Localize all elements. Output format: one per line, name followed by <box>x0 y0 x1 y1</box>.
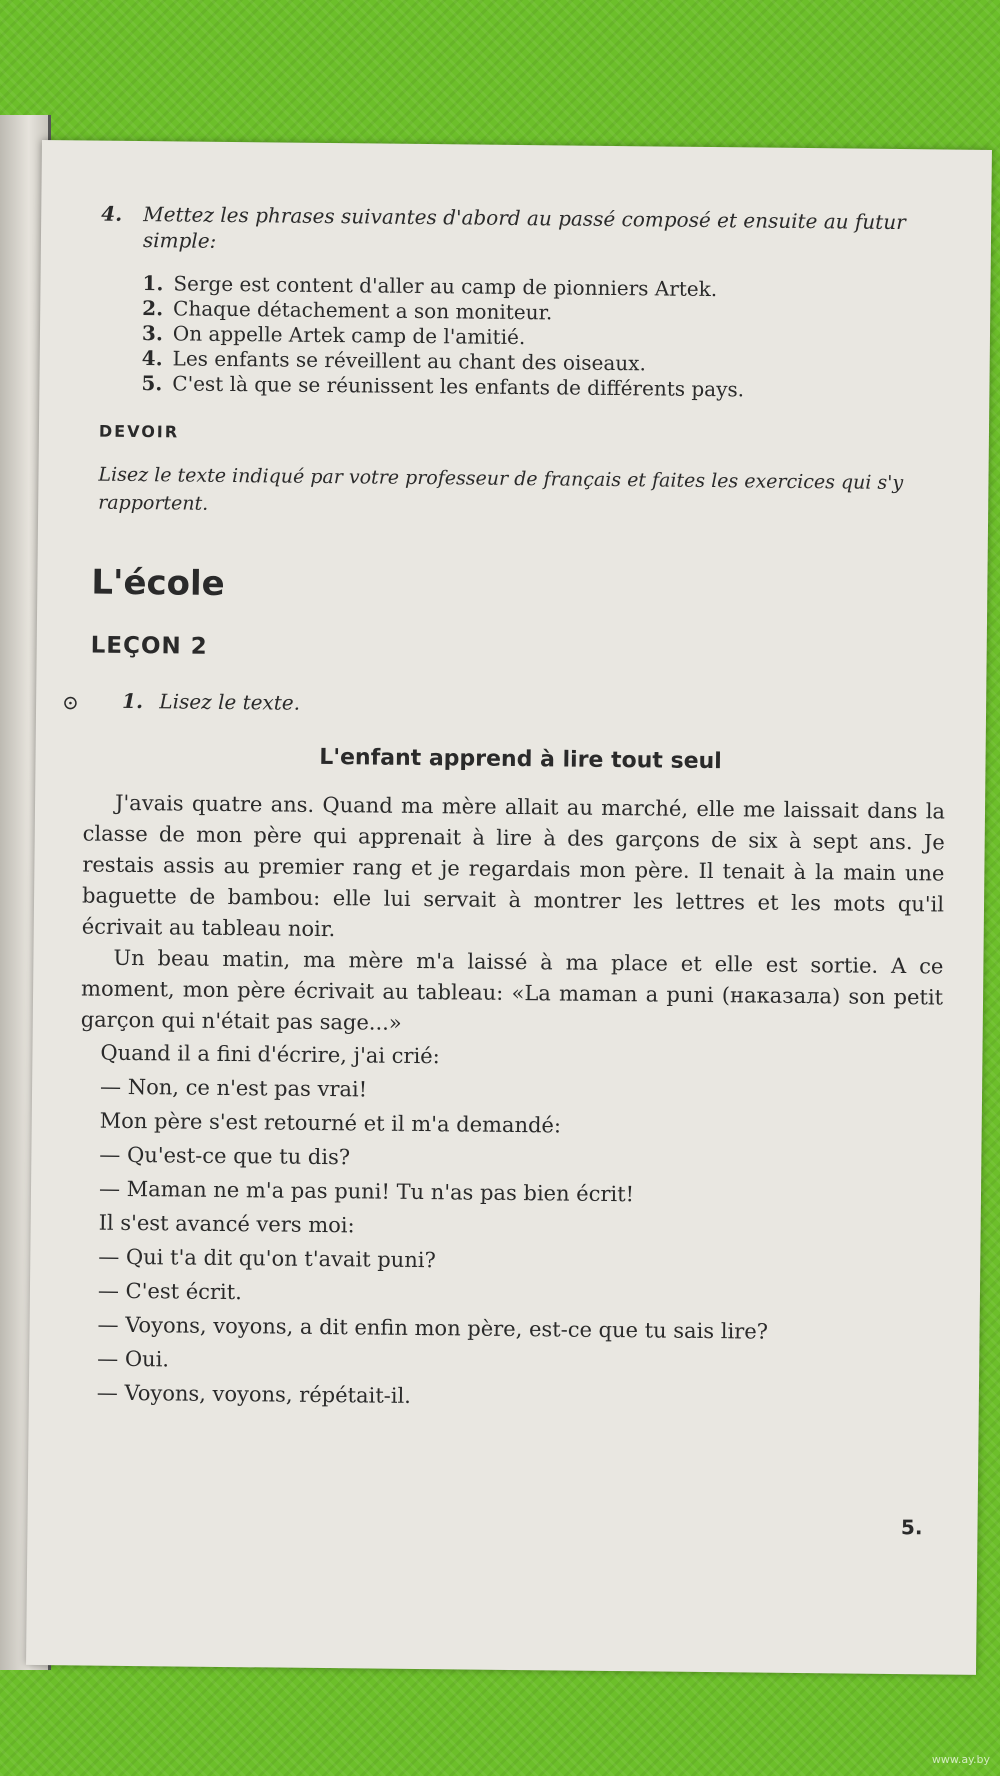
exercise-1-text: Lisez le texte. <box>159 689 301 715</box>
exercise-1-number: 1. <box>122 688 144 714</box>
dialogue-line: — Non, ce n'est pas vrai! <box>99 1074 368 1102</box>
story-dialogue <box>77 1035 943 1418</box>
exercise-4-number: 4. <box>101 201 123 226</box>
exercise-4-list <box>141 271 950 404</box>
exercise-4-instruction <box>101 201 951 262</box>
dialogue-line: — Voyons, voyons, a dit enfin mon père, est-ce que tu sais lire? <box>97 1312 769 1344</box>
list-item-text: Chaque détachement a son moniteur. <box>173 296 553 325</box>
exercise-1-instruction <box>61 688 946 722</box>
page-number: 5. <box>900 1515 923 1540</box>
book-page <box>26 140 992 1675</box>
dialogue-line: Mon père s'est retourné et il m'a demandé: <box>99 1108 562 1138</box>
story-paragraph-2: Un beau matin, ma mère m'a laissé à ma place et elle est sortie. A ce moment, mon père écrivait au tableau: «La maman a puni (наказала) son petit garçon qui n'était pas sage...» <box>80 945 944 1035</box>
dialogue-line: Quand il a fini d'écrire, j'ai crié: <box>100 1040 440 1069</box>
audio-disc-icon: ⊙ <box>61 690 80 715</box>
exercise-4-text: Mettez les phrases suivantes d'abord au passé composé et ensuite au futur simple: <box>142 202 906 253</box>
list-item-number: 5. <box>141 371 163 396</box>
dialogue-line: — C'est écrit. <box>97 1278 242 1305</box>
story-title: L'enfant apprend à lire tout seul <box>319 744 722 775</box>
list-item-text: On appelle Artek camp de l'amitié. <box>172 321 526 350</box>
watermark: www.ay.by <box>931 1753 990 1766</box>
list-item-text: C'est là que se réunissent les enfants de différents pays. <box>172 371 745 402</box>
list-item-number: 2. <box>142 296 164 321</box>
lesson-title: LEÇON 2 <box>90 632 208 660</box>
list-item-number: 3. <box>141 321 163 346</box>
page-content <box>61 201 952 1419</box>
list-item-text: Serge est content d'aller au camp de pionniers Artek. <box>173 271 718 302</box>
list-item-text: Les enfants se réveillent au chant des oiseaux. <box>172 346 647 376</box>
dialogue-line: Il s'est avancé vers moi: <box>98 1210 355 1238</box>
dialogue-line: — Qui t'a dit qu'on t'avait puni? <box>98 1244 436 1273</box>
list-item-number: 1. <box>142 271 164 296</box>
devoir-text: Lisez le texte indiqué par votre professeur de français et faites les exercices qui s'y rapportent. <box>98 463 904 515</box>
dialogue-line: — Maman ne m'a pas puni! Tu n'as pas bien écrit! <box>98 1176 635 1207</box>
dialogue-line: — Oui. <box>97 1346 170 1372</box>
dialogue-line: — Qu'est-ce que tu dis? <box>99 1142 351 1170</box>
devoir-heading: DEVOIR <box>98 421 180 442</box>
chapter-title: L'école <box>91 562 225 604</box>
dialogue-line: — Voyons, voyons, répétait-il. <box>96 1380 412 1408</box>
list-item-number: 4. <box>141 346 163 371</box>
story-paragraph-1: J'avais quatre ans. Quand ma mère allait au marché, elle me laissait dans la classe de mon père qui apprenait à lire à des garçons de six à sept ans. Je restais assis au premier rang et je regardais mon père. Il tenait à la main une baguette de bambou: elle lui servait à montrer les lettres et les mots qu'il écrivait au tableau noir. <box>81 790 946 942</box>
